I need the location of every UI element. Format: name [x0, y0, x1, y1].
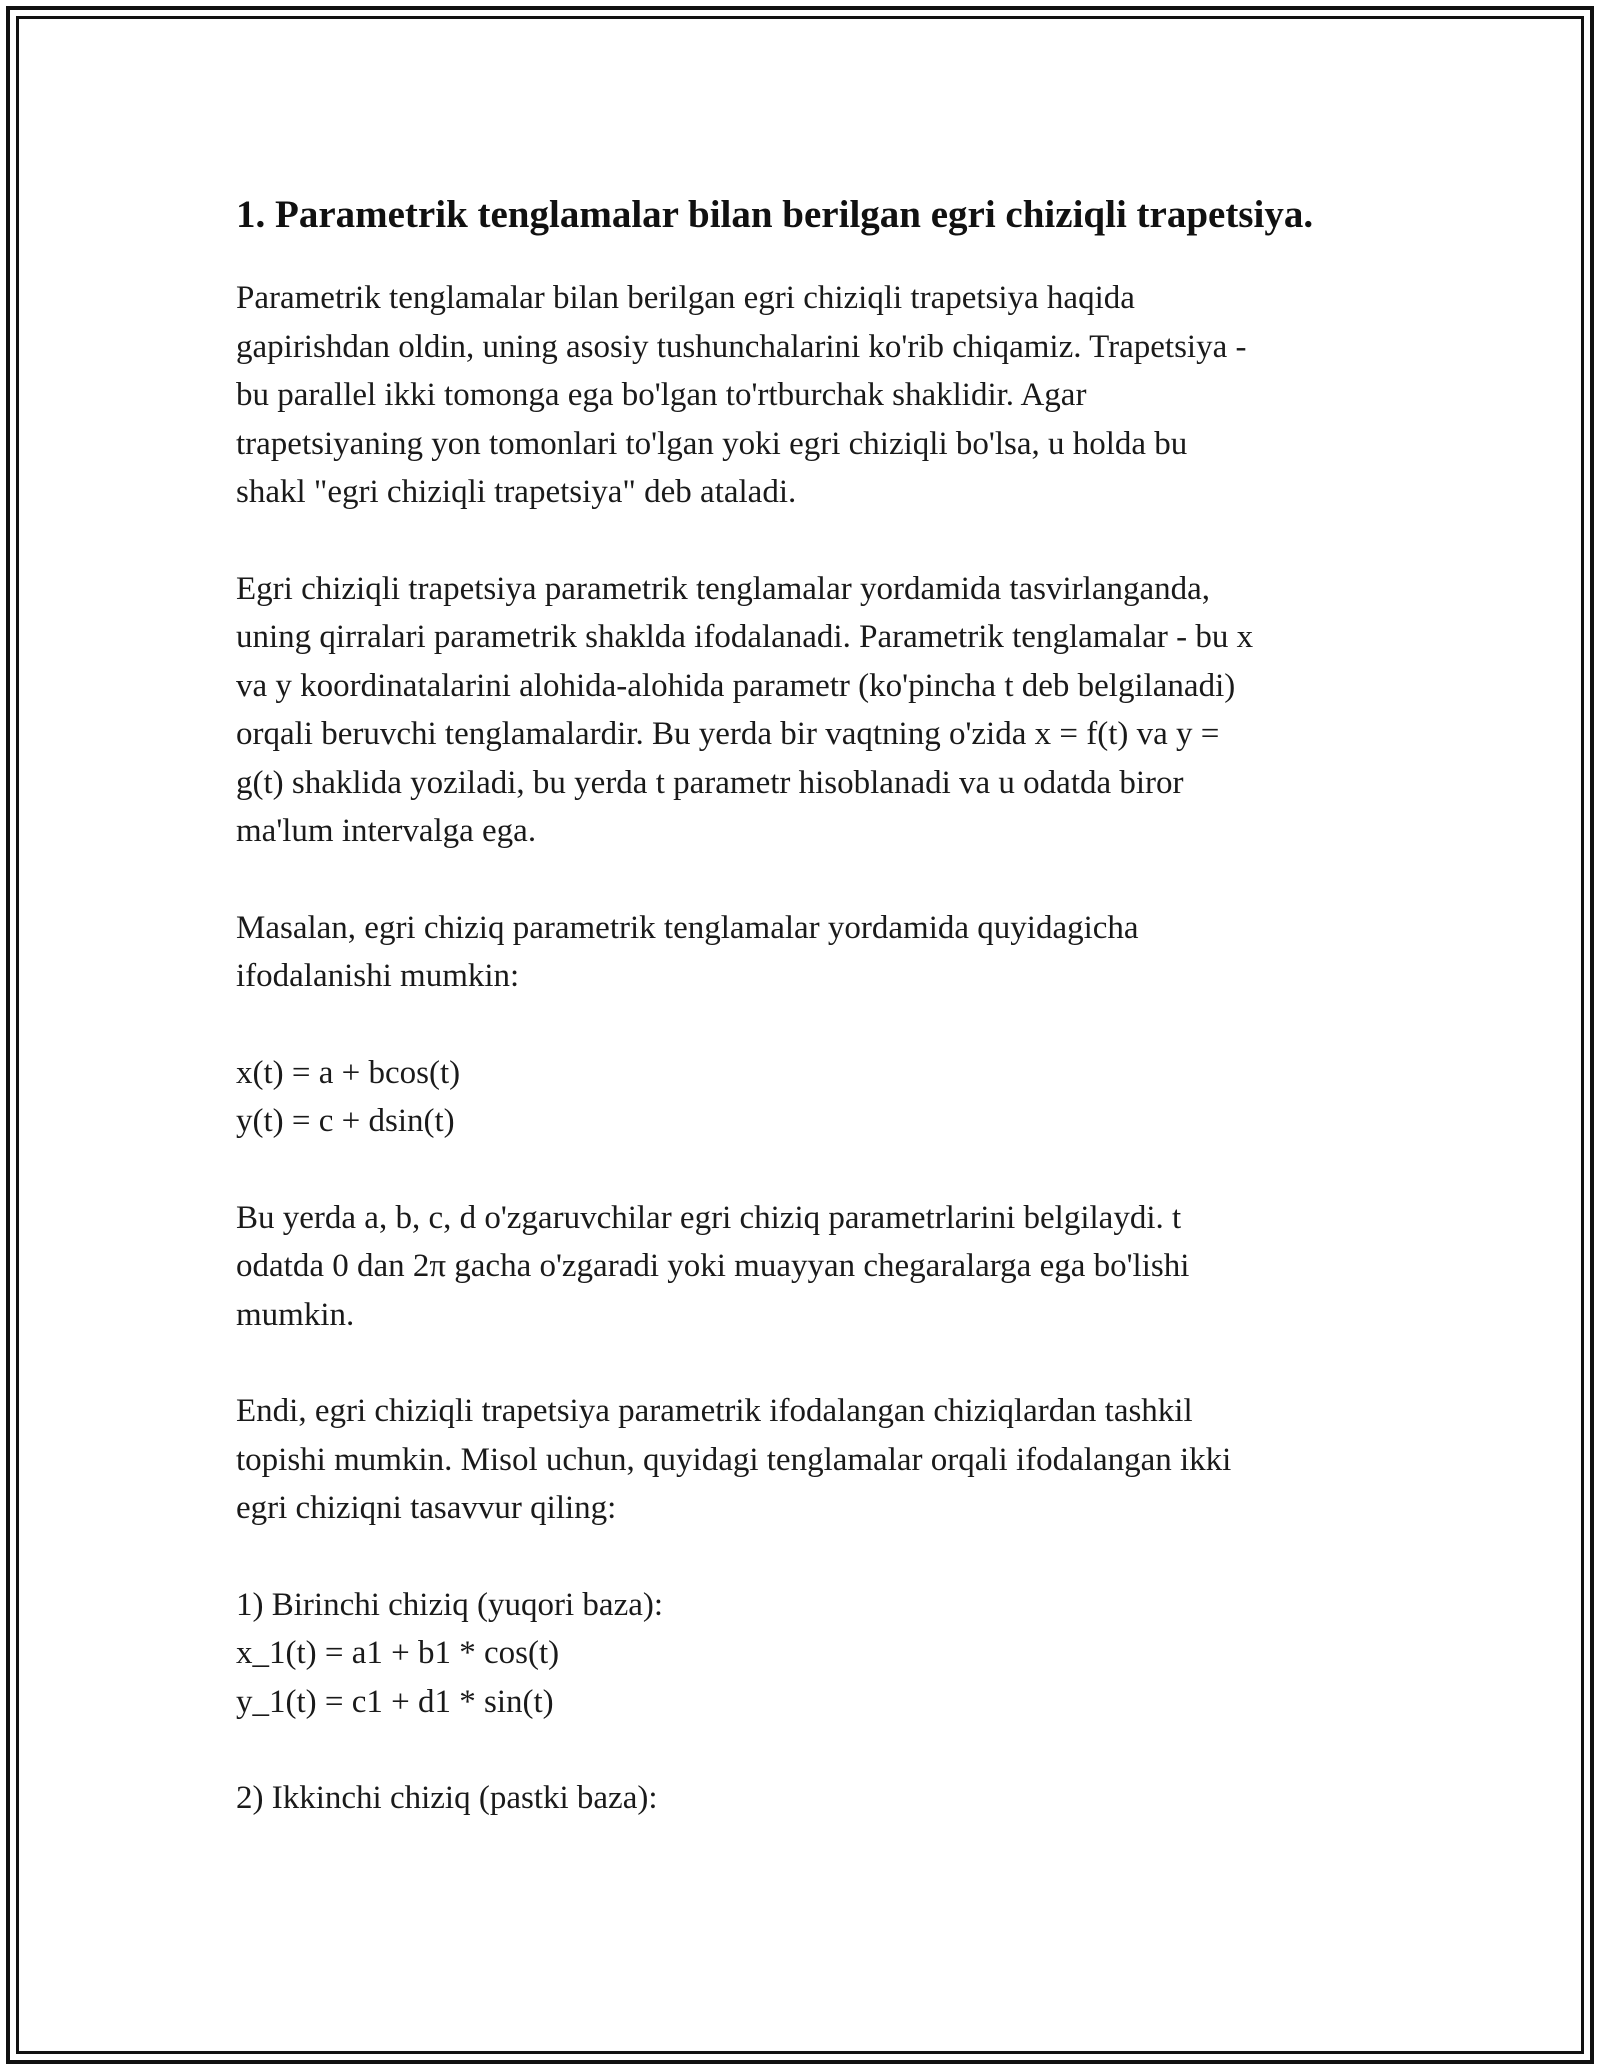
text-line: va y koordinatalarini alohida-alohida parametr (ko'pincha t deb belgilanadi): [236, 667, 1236, 704]
section-heading: 1. Parametrik tenglamalar bilan berilgan egri chiziqli trapetsiya.: [236, 193, 1314, 236]
second-curve-block: [236, 1774, 1376, 1823]
text-line: bu parallel ikki tomonga ega bo'lgan to'rtburchak shaklidir. Agar: [236, 377, 1087, 413]
list-item-label: 2) Ikkinchi chiziq (pastki baza):: [236, 1780, 658, 1816]
text-line: Parametrik tenglamalar bilan berilgan egri chiziqli trapetsiya haqida: [236, 280, 1135, 316]
text-line: ifodalanishi mumkin:: [236, 958, 520, 994]
document-body: [236, 186, 1376, 1871]
text-line: Egri chiziqli trapetsiya parametrik tenglamalar yordamida tasvirlanganda,: [236, 570, 1211, 607]
paragraph-intro: [236, 274, 1376, 517]
text-line: g(t) shaklida yoziladi, bu yerda t parametr hisoblanadi va u odatda biror: [236, 764, 1184, 801]
paragraph-definition: [236, 565, 1376, 856]
equation-y: y(t) = c + dsin(t): [236, 1103, 455, 1139]
text-line: gapirishdan oldin, uning asosiy tushunchalarini ko'rib chiqamiz. Trapetsiya -: [236, 328, 1247, 365]
paragraph-trapezoid: [236, 1387, 1376, 1533]
text-line: orqali beruvchi tenglamalardir. Bu yerda bir vaqtning o'zida x = f(t) va y =: [236, 716, 1220, 752]
paragraph-parameters: [236, 1194, 1376, 1340]
text-line: uning qirralari parametrik shaklda ifodalanadi. Parametrik tenglamalar - bu x: [236, 619, 1254, 655]
text-line: mumkin.: [236, 1296, 355, 1333]
text-line: trapetsiyaning yon tomonlari to'lgan yoki egri chiziqli bo'lsa, u holda bu: [236, 425, 1188, 462]
text-line: Masalan, egri chiziq parametrik tenglamalar yordamida quyidagicha: [236, 909, 1139, 946]
text-line: Bu yerda a, b, c, d o'zgaruvchilar egri chiziq parametrlarini belgilaydi. t: [236, 1199, 1182, 1236]
equation-x1: x_1(t) = a1 + b1 * cos(t): [236, 1635, 560, 1671]
first-curve-block: [236, 1581, 1376, 1727]
list-item-label: 1) Birinchi chiziq (yuqori baza):: [236, 1586, 664, 1623]
equation-x: x(t) = a + bcos(t): [236, 1054, 461, 1091]
text-line: egri chiziqni tasavvur qiling:: [236, 1490, 617, 1526]
text-line: odatda 0 dan 2π gacha o'zgaradi yoki muayyan chegaralarga ega bo'lishi: [236, 1248, 1190, 1284]
text-line: shakl "egri chiziqli trapetsiya" deb ataladi.: [236, 474, 797, 510]
paragraph-example-intro: [236, 904, 1376, 1001]
text-line: ma'lum intervalga ega.: [236, 813, 537, 849]
equation-y1: y_1(t) = c1 + d1 * sin(t): [236, 1683, 554, 1720]
text-line: Endi, egri chiziqli trapetsiya parametrik ifodalangan chiziqlardan tashkil: [236, 1393, 1193, 1429]
text-line: topishi mumkin. Misol uchun, quyidagi tenglamalar orqali ifodalangan ikki: [236, 1441, 1232, 1478]
equations-block: [236, 1049, 1376, 1146]
